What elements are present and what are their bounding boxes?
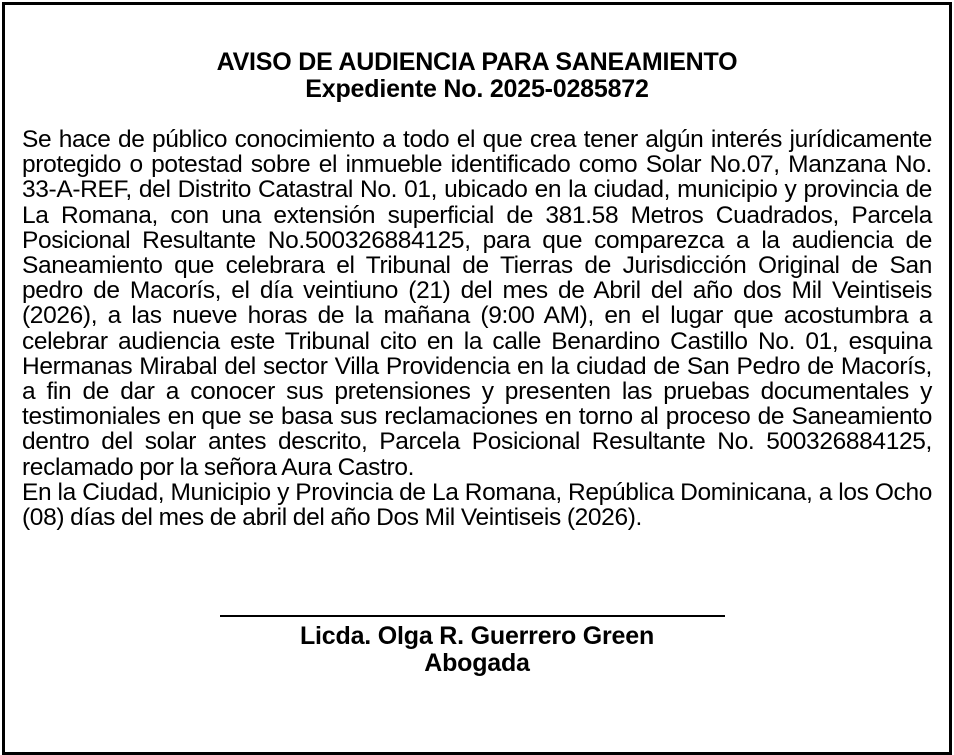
notice-content [22,49,932,530]
signature-block [5,615,949,677]
case-number: Expediente No. 2025-0285872 [305,75,649,103]
signer-name: Licda. Olga R. Guerrero Green [299,622,655,650]
signature-line [220,615,725,617]
notice-body: Se hace de público conocimiento a todo el que crea tener algún interés jurídicamente protegido o potestad sobre el inmueble identificado como Solar No.07, Manzana No. 33-A-REF, del Distrito Catastral No. 01, ubicado en la ciudad, municipio y provincia de La Romana, con una extensión superficial de 381.58 Metros Cuadrados, Parcela Posicional Resultante No.500326884125, para que comparezca a la audiencia de Saneamiento que celebrara el Tribunal de Tierras de Jurisdicción Original de San pedro de Macorís, el día veintiuno (21) del mes de Abril del año dos Mil Veintiseis (2026), a las nueve horas de la mañana (9:00 AM), en el lugar que acostumbra a celebrar audiencia este Tribunal cito en la calle Benardino Castillo No. 01, esquina Hermanas Mirabal del sector Villa Providencia en la ciudad de San Pedro de Macorís, a fin de dar a conocer sus pretensiones y presenten las pruebas documentales y testimoniales en que se basa sus reclamaciones en torno al proceso de Saneamiento dentro del solar antes descrito, Parcela Posicional Resultante No. 500326884125, reclamado por la señora Aura Castro. [22,126,932,481]
legal-notice [2,2,952,755]
notice-title: AVISO DE AUDIENCIA PARA SANEAMIENTO [216,48,738,76]
signer-role: Abogada [424,649,530,677]
notice-closing: En la Ciudad, Municipio y Provincia de La Romana, República Dominicana, a los Ocho (08) días del mes de abril del año Dos Mil Veintiseis (2026). [22,478,932,532]
